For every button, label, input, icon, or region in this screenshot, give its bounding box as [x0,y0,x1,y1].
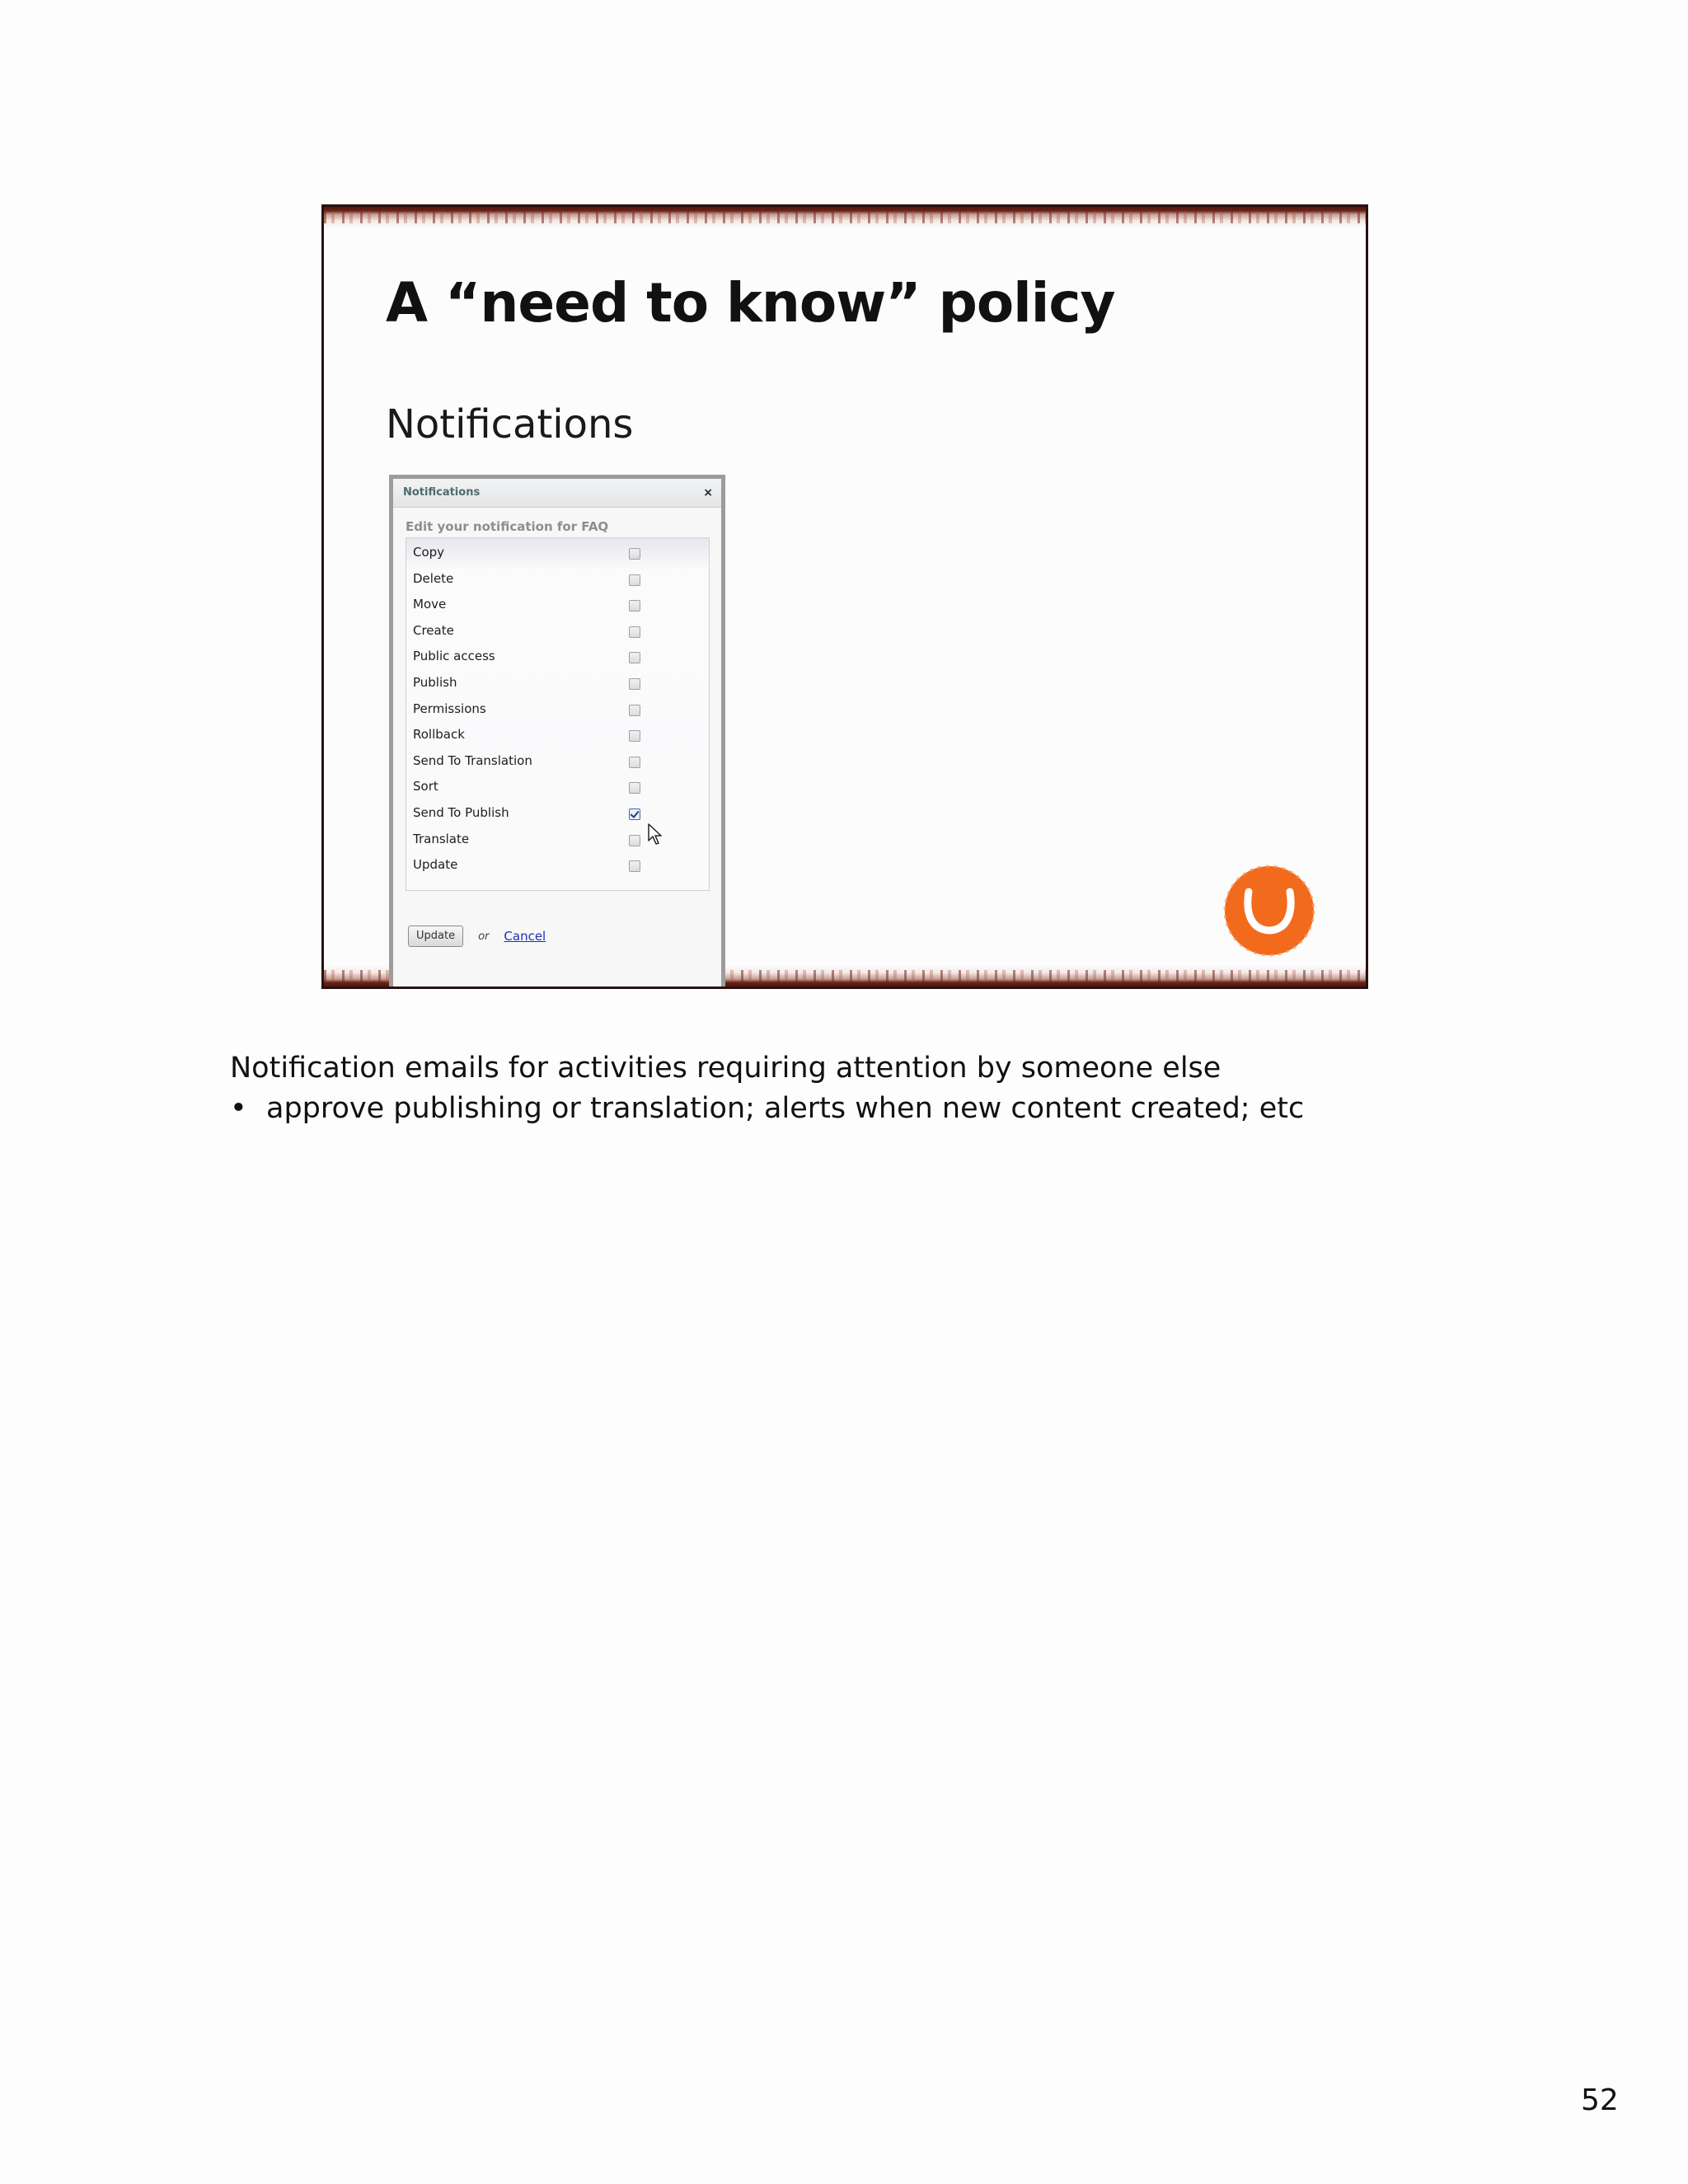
notification-option-checkbox[interactable] [629,757,640,768]
notification-option-row [406,854,709,880]
dialog-header [393,479,721,508]
notification-option-row [406,750,709,776]
cancel-link[interactable]: Cancel [504,929,546,944]
notification-option-label: Translate [413,831,470,846]
notes-bullet-text: approve publishing or translation; alerts when new content created; etc [266,1092,1305,1125]
notification-option-label: Copy [413,545,445,560]
notification-option-checkbox[interactable] [629,705,640,716]
page-number: 52 [1581,2083,1619,2117]
notes-line: Notification emails for activities requiring attention by someone else [230,1052,1221,1085]
notification-option-label: Delete [413,570,454,586]
notifications-dialog [389,475,725,989]
notification-option-checkbox[interactable] [629,782,640,794]
slide-title: A “need to know” policy [386,271,1115,335]
notification-option-row [406,620,709,646]
slide-top-border [324,207,1366,232]
notification-option-checkbox[interactable] [629,835,640,846]
notification-option-checkbox[interactable] [629,652,640,663]
slide-subtitle: Notifications [386,401,634,448]
notification-option-label: Move [413,597,447,612]
slide-notes [230,1048,1304,1129]
notification-option-label: Permissions [413,701,486,716]
notification-option-row [406,568,709,594]
notification-option-checkbox[interactable] [629,600,640,612]
notification-option-label: Public access [413,649,495,664]
notification-option-label: Create [413,622,454,638]
notification-option-label: Sort [413,779,438,794]
notification-option-row [406,776,709,802]
bullet-icon: • [230,1092,247,1125]
notification-option-checkbox[interactable] [629,678,640,690]
umbraco-logo-icon [1221,862,1318,959]
or-text: or [478,930,490,943]
notification-option-row [406,724,709,750]
notification-option-label: Send To Publish [413,804,509,820]
notification-option-label: Rollback [413,727,465,743]
notification-option-checkbox[interactable] [629,548,640,560]
notification-option-checkbox[interactable] [629,860,640,872]
notification-option-row [406,698,709,724]
notification-option-row [406,645,709,672]
notification-option-row [406,672,709,698]
dialog-subheading: Edit your notification for FAQ [406,519,609,534]
close-icon[interactable]: × [703,486,713,499]
dialog-title: Notifications [403,486,481,499]
notification-option-row [406,541,709,568]
mouse-pointer-icon [647,823,665,847]
notification-option-checkbox[interactable] [629,730,640,742]
dialog-footer [408,926,546,947]
notification-option-label: Update [413,857,458,873]
notification-option-checkbox[interactable] [629,626,640,638]
slide-image [321,204,1368,989]
notification-option-label: Send To Translation [413,752,532,768]
notification-option-checkbox[interactable] [629,808,640,820]
update-button[interactable]: Update [408,926,463,947]
notification-option-row [406,593,709,620]
notes-bullet-item [230,1089,1304,1129]
notification-option-checkbox[interactable] [629,574,640,586]
notification-option-label: Publish [413,674,457,690]
